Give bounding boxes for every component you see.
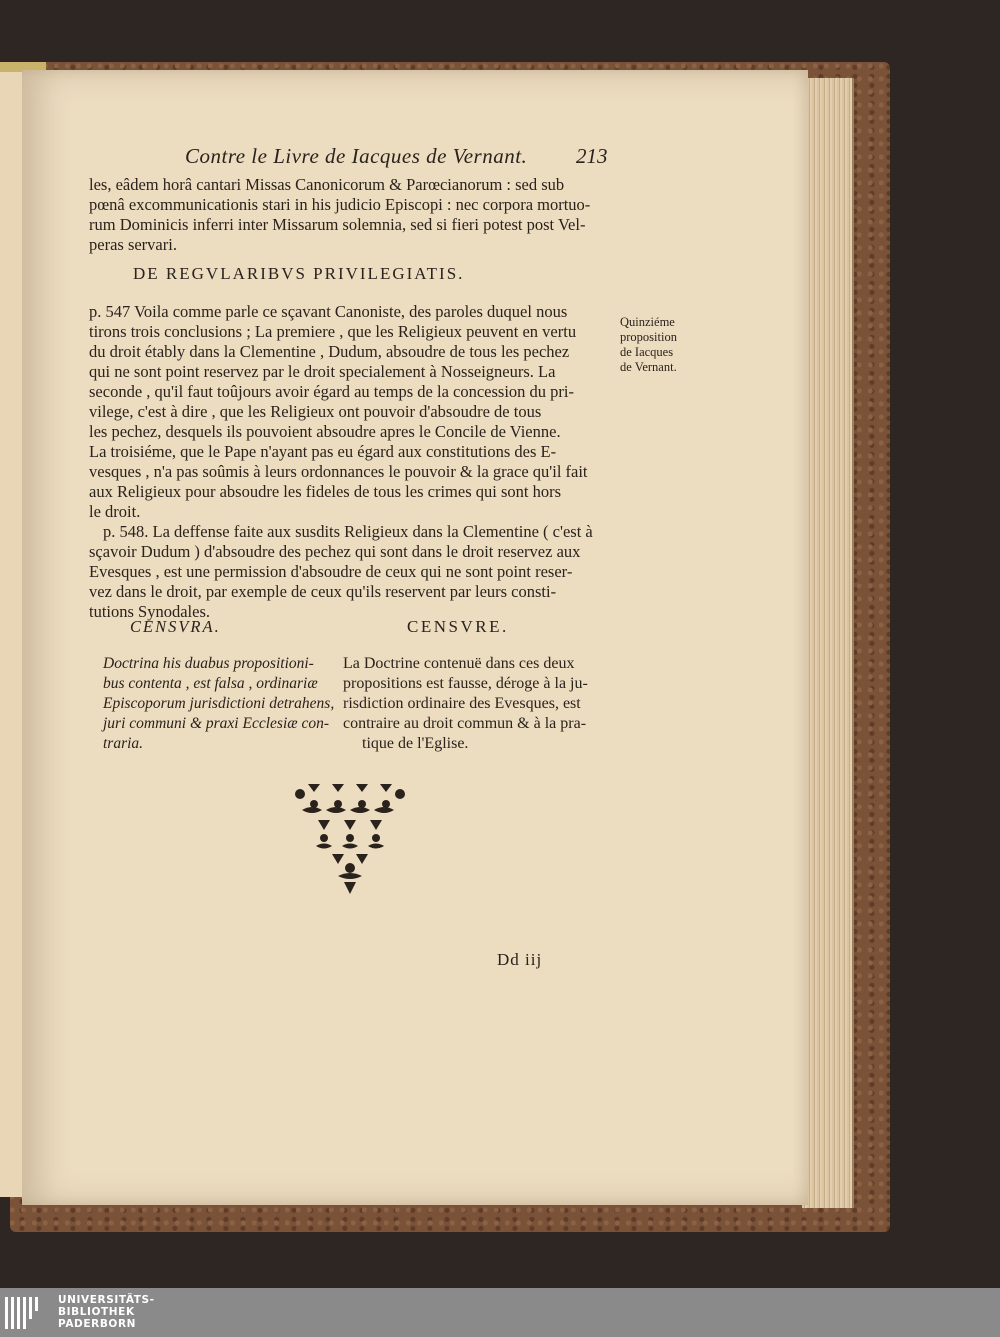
paragraph-line: du droit étably dans la Clementine , Dudum, absoudre de tous les pechez [89,342,570,361]
paragraph-line: vez dans le droit, par exemple de ceux qu'ils reservent par leurs consti- [89,582,557,601]
paragraph-line: aux Religieux pour absoudre les fideles de tous les crimes qui sont hors [89,482,561,501]
censure-title: CENSVRE. [407,617,509,636]
section-heading: DE REGVLARIBVS PRIVILEGIATIS. [133,264,465,283]
marginal-note-line: de Vernant. [620,360,677,374]
french-line: tique de l'Eglise. [362,735,469,752]
fleuron-tailpiece-icon [288,780,412,896]
french-line: propositions est fausse, déroge à la ju- [343,675,588,692]
paragraph-line: vesques , n'a pas soûmis à leurs ordonnances le pouvoir & la grace qu'il fait [89,462,588,481]
footer-line: UNIVERSITÄTS- [58,1294,155,1306]
page-number: 213 [576,144,608,168]
paragraph-line: sçavoir Dudum ) d'absoudre des pechez qui sont dans le droit reservez aux [89,542,581,561]
footer-line: BIBLIOTHEK [58,1306,135,1318]
paragraph-line: Evesques , est une permission d'absoudre de ceux qui ne sont point reser- [89,562,573,581]
french-line: contraire au droit commun & à la pra- [343,715,587,732]
library-logo-icon [5,1295,45,1331]
signature-mark: Dd iij [497,950,543,969]
marginal-note-line: de Iacques [620,345,674,359]
left-page-edge [0,72,23,1197]
paragraph-line: p. 548. La deffense faite aux susdits Religieux dans la Clementine ( c'est à [103,522,593,541]
paragraph-line: le droit. [89,502,141,521]
latin-line: Doctrina his duabus propositioni- [103,655,314,672]
latin-line: juri communi & praxi Ecclesiæ con- [103,715,329,732]
latin-line: traria. [103,735,144,752]
french-line: risdiction ordinaire des Evesques, est [343,695,581,712]
body-line: pœnâ excommunicationis stari in his judicio Episcopi : nec corpora mortuo- [89,195,591,214]
page-edges [802,78,854,1208]
french-line: La Doctrine contenuë dans ces deux [343,655,575,672]
paragraph-line: p. 547 Voila comme parle ce sçavant Canoniste, des paroles duquel nous [89,302,568,321]
censura-title: CENSVRA. [130,617,221,636]
paragraph-line: La troisiéme, que le Pape n'ayant pas eu égard aux constitutions des E- [89,442,557,461]
paragraph-line: tirons trois conclusions ; La premiere , que les Religieux peuvent en vertu [89,322,577,341]
marginal-note-line: Quinziéme [620,315,675,329]
paragraph-line: qui ne sont point reservez par le droit specialement à Nosseigneurs. La [89,362,556,381]
body-line: les, eâdem horâ cantari Missas Canonicorum & Parœcianorum : sed sub [89,175,565,194]
paragraph-line: les pechez, desquels ils pouvoient absoudre apres le Concile de Vienne. [89,422,561,441]
paragraph-line: seconde , qu'il faut toûjours avoir égard au temps de la concession du pri- [89,382,575,401]
marginal-note-line: proposition [620,330,677,344]
paragraph-line: vilege, c'est à dire , que les Religieux ont pouvoir d'absoudre de tous [89,402,542,421]
latin-line: bus contenta , est falsa , ordinariæ [103,675,318,692]
latin-line: Episcoporum jurisdictioni detrahens, [103,695,335,712]
footer-line: PADERBORN [58,1318,137,1330]
paragraph-line: tutions Synodales. [89,602,211,621]
body-line: rum Dominicis inferri inter Missarum solemnia, sed si fieri potest post Vel- [89,215,586,234]
body-line: peras servari. [89,235,177,254]
library-footer [0,1288,1000,1337]
running-title: Contre le Livre de Iacques de Vernant. [185,144,528,168]
